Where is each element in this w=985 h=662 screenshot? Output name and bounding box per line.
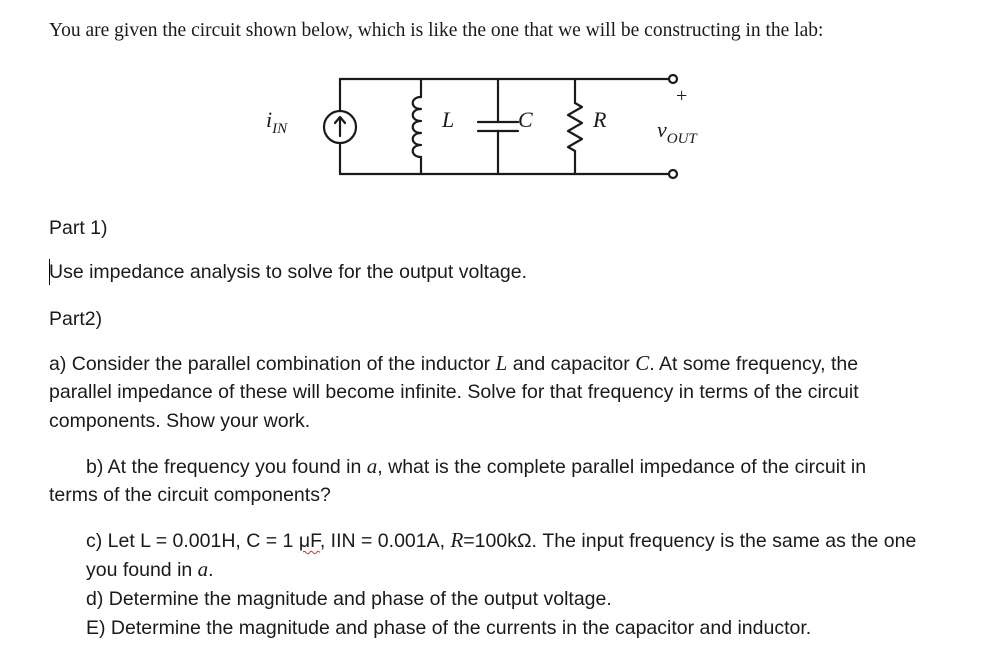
arrow-up-icon: [335, 117, 345, 136]
part2-c-line2: you found in a.: [86, 557, 214, 581]
plus-sign: +: [676, 85, 688, 107]
resistor-zigzag: [568, 103, 582, 151]
output-terminal-top: [669, 75, 677, 83]
part2-d-line: d) Determine the magnitude and phase of the output voltage.: [86, 588, 612, 610]
part2-c-line1: c) Let L = 0.001H, C = 1 μF, IIN = 0.001A, R=100kΩ. The input frequency is the same as the one: [86, 528, 917, 552]
intro-text: You are given the circuit shown below, which is like the one that we will be constructing in the lab:: [49, 20, 824, 41]
part1-heading: Part 1): [49, 217, 108, 239]
part1-text: Use impedance analysis to solve for the output voltage.: [49, 261, 528, 283]
output-terminal-bottom: [669, 170, 677, 178]
inductor-label: L: [442, 107, 455, 132]
part2-heading: Part2): [49, 308, 103, 330]
part2-e-line: E) Determine the magnitude and phase of the currents in the capacitor and inductor.: [86, 617, 812, 639]
output-label: $v_{OUT}$: [657, 117, 697, 147]
spellcheck-word: μF: [298, 530, 320, 552]
part2-b-line2: terms of the circuit components?: [49, 484, 331, 506]
part2-a-line2: parallel impedance of these will become infinite. Solve for that frequency in terms of the circuit: [49, 381, 859, 403]
circuit-diagram: [0, 0, 985, 200]
capacitor-label: C: [518, 107, 533, 132]
resistor-label: R: [593, 107, 607, 132]
part2-a-line1: a) Consider the parallel combination of the inductor L and capacitor C. At some frequency, the: [49, 351, 859, 375]
part2-a-line3: components. Show your work.: [49, 410, 311, 432]
current-source-label: $i_{IN}$: [266, 107, 288, 137]
part2-b-line1: b) At the frequency you found in a, what is the complete parallel impedance of the circuit in: [86, 454, 867, 478]
inductor-coil: [413, 97, 421, 157]
